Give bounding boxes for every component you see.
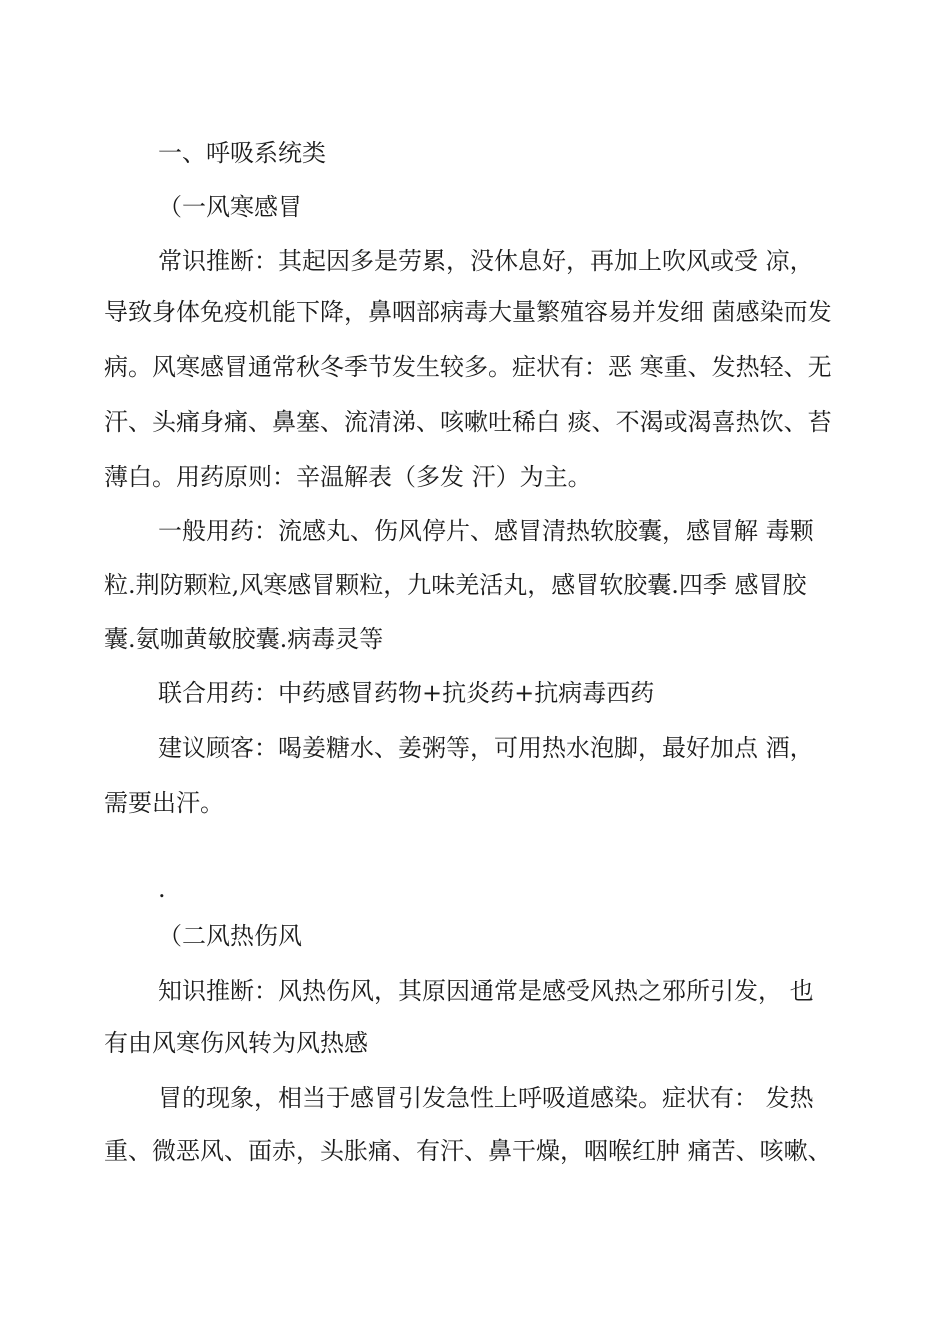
subsection-heading-1: （一风寒感冒: [158, 193, 302, 221]
section-title: 一、呼吸系统类: [158, 139, 326, 167]
paragraph-line: 常识推断：其起因多是劳累，没休息好，再加上吹风或受 凉，: [158, 247, 814, 275]
paragraph-line: 建议顾客：喝姜糖水、姜粥等，可用热水泡脚，最好加点 酒，: [158, 734, 814, 762]
paragraph-line: 汗、头痛身痛、鼻塞、流清涕、咳嗽吐稀白 痰、不渴或渴喜热饮、苔: [104, 408, 832, 436]
paragraph-line: 薄白。用药原则：辛温解表（多发 汗）为主。: [104, 463, 592, 491]
paragraph-line: 导致身体免疫机能下降，鼻咽部病毒大量繁殖容易并发细 菌感染而发: [104, 298, 832, 326]
paragraph-line: 有由风寒伤风转为风热感: [104, 1029, 368, 1057]
paragraph-line: 粒.荆防颗粒,风寒感冒颗粒，九味羌活丸，感冒软胶囊.四季 感冒胶: [104, 571, 807, 599]
paragraph-line: 需要出汗。: [104, 789, 224, 817]
paragraph-line: 联合用药：中药感冒药物+抗炎药+抗病毒西药: [158, 679, 655, 707]
paragraph-line: 重、微恶风、面赤，头胀痛、有汗、鼻干燥，咽喉红肿 痛苦、咳嗽、: [104, 1137, 832, 1165]
paragraph-line: 一般用药：流感丸、伤风停片、感冒清热软胶囊，感冒解 毒颗: [158, 517, 814, 545]
paragraph-line: 知识推断：风热伤风，其原因通常是感受风热之邪所引发， 也: [158, 977, 814, 1005]
dot-marker: .: [158, 875, 166, 903]
subsection-heading-2: （二风热伤风: [158, 922, 302, 950]
paragraph-line: 冒的现象，相当于感冒引发急性上呼吸道感染。症状有： 发热: [158, 1084, 814, 1112]
paragraph-line: 病。风寒感冒通常秋冬季节发生较多。症状有：恶 寒重、发热轻、无: [104, 353, 832, 381]
paragraph-line: 囊.氨咖黄敏胶囊.病毒灵等: [104, 625, 384, 653]
